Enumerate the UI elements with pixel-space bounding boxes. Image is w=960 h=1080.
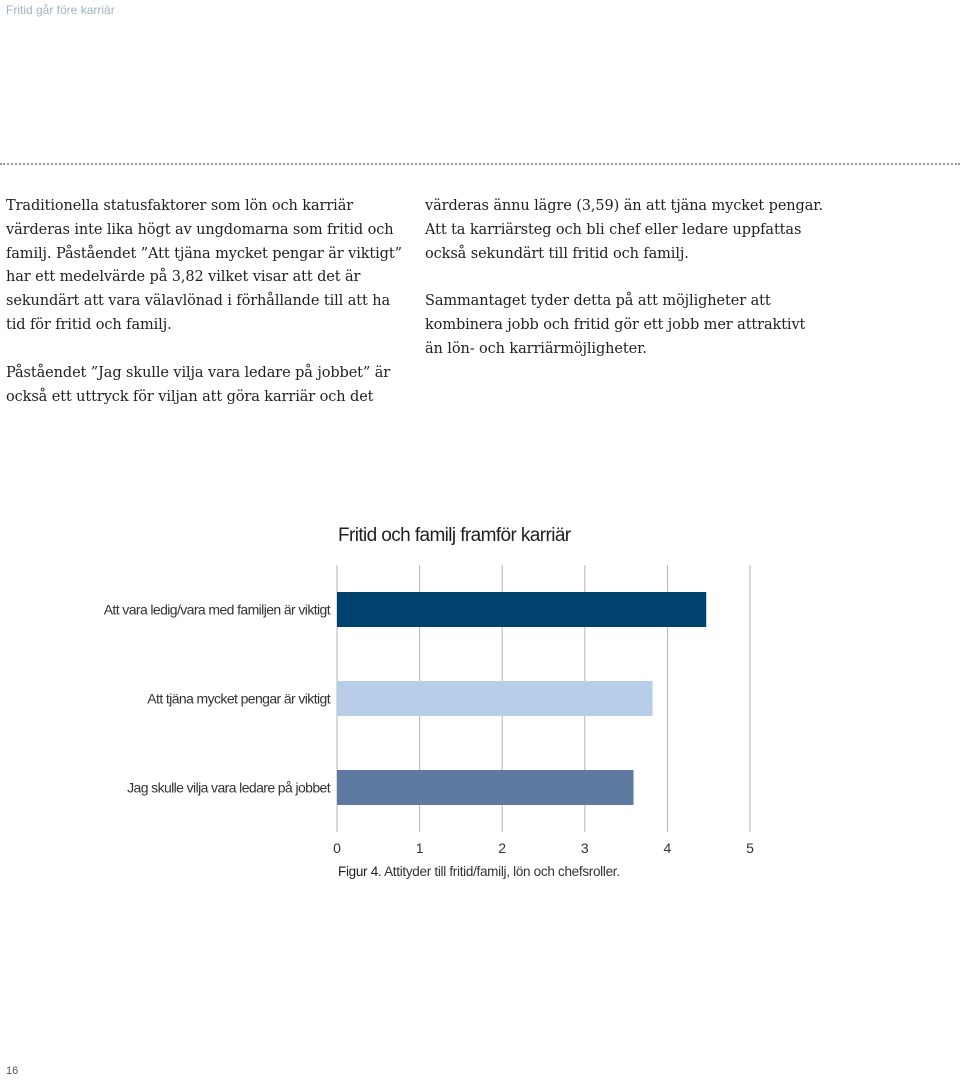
paragraph: Traditionella statusfaktorer som lön och karriär värderas inte lika högt av ungdomarna som fritid och familj. Påståendet ”Att tjäna mycket pengar är viktigt” har ett medelvärde på 3,82 vilket visar att det är sekundärt att vara välavlönad i förhållande till att ha tid för fritid och familj. [6,198,402,333]
bar [337,592,706,627]
paragraph: Sammantaget tyder detta på att möjligheter att kombinera jobb och fritid gör ett jobb mer attraktivt än lön- och karriärmöjligheter. [425,293,806,357]
category-label: Jag skulle vilja vara ledare på jobbet [127,779,330,796]
paragraph: Påståendet ”Jag skulle vilja vara ledare på jobbet” är också ett uttryck för viljan att göra karriär och det [6,364,391,405]
running-head: Fritid går före karriär [6,3,115,17]
figure-caption-text: Attityder till fritid/familj, lön och chefsroller. [384,864,620,879]
x-tick-label: 4 [663,840,672,856]
x-tick-label: 3 [580,840,589,856]
dotted-divider [0,163,960,165]
bar [337,681,653,716]
x-tick-label: 0 [333,840,341,856]
category-label: Att vara ledig/vara med familjen är viktigt [103,601,330,618]
figure-caption [338,864,620,879]
category-label: Att tjäna mycket pengar är viktigt [147,690,330,707]
text-column-right [425,195,825,386]
bar [337,770,634,805]
x-tick-label: 1 [415,840,424,856]
page-number: 16 [6,1065,19,1077]
text-column-left [6,195,406,433]
bar-chart [0,560,960,860]
x-tick-label: 5 [746,840,754,856]
x-tick-label: 2 [498,840,507,856]
paragraph: värderas ännu lägre (3,59) än att tjäna mycket pengar. Att ta karriärsteg och bli chef eller ledare uppfattas också sekundärt till fritid och familj. [425,198,824,262]
figure-label: Figur 4. [338,864,382,879]
chart-title: Fritid och familj framför karriär [338,525,571,546]
